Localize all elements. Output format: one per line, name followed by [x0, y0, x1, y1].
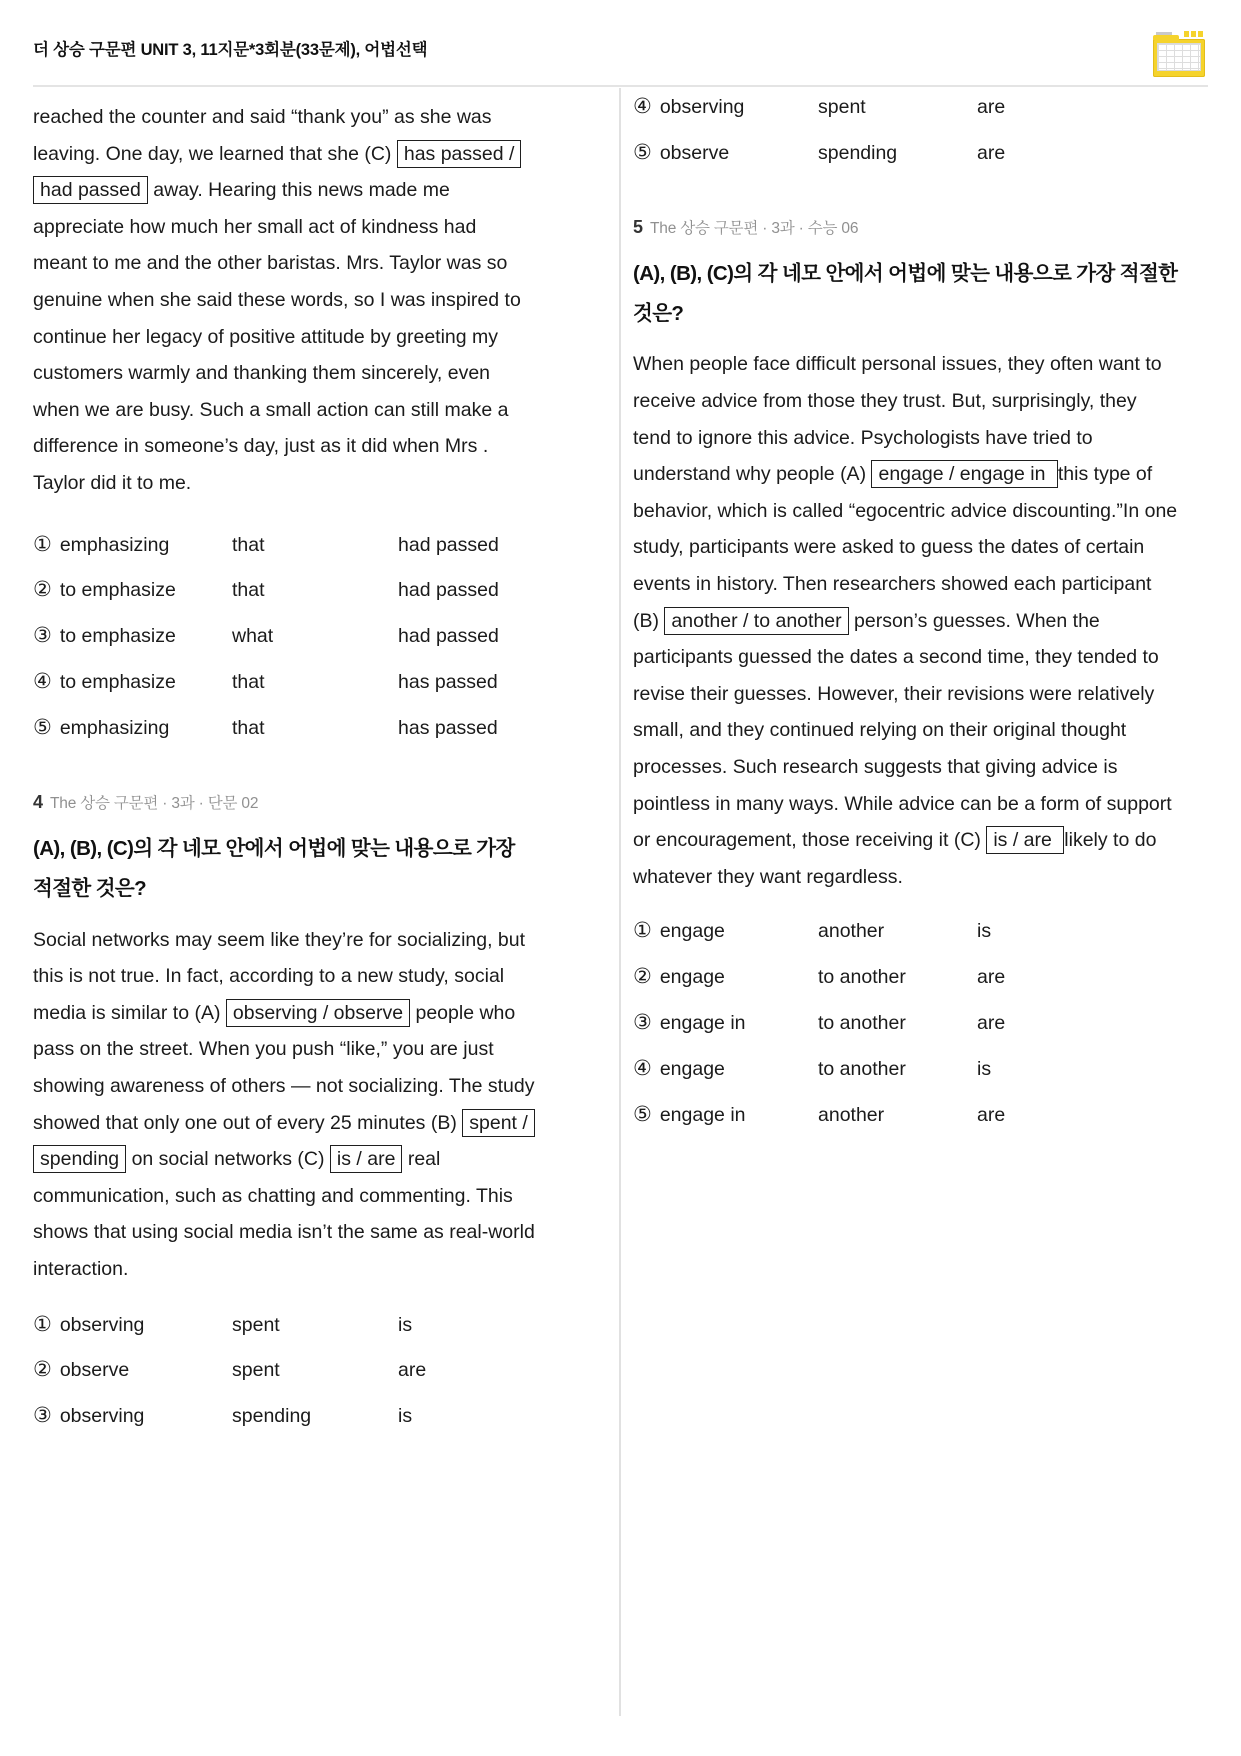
question-5-options — [633, 921, 1178, 1125]
option-cell-a — [33, 1406, 232, 1427]
option-text-b: to another — [818, 1012, 906, 1035]
question-3-passage: reached the counter and said “thank you” as she was leaving. One day, we learned that she (C) has passed / had passed away. Hearing this news made me appreciate how much her small act of kindness had meant to me and the other baristas. Mrs. Taylor was so genuine when she said these words, so I was inspired to continue her legacy of positive attitude by greeting my customers warmly and thanking them sincerely, even when we are busy. Such a small action can still make a difference in someone’s day, just as it did when Mrs . Taylor did it to me. — [33, 106, 521, 494]
option-number-icon: ① — [33, 1312, 52, 1336]
option-text-b: to another — [818, 966, 906, 989]
question-3-options — [33, 532, 535, 740]
option-text-c: had passed — [398, 625, 499, 648]
option-cell-a — [633, 140, 818, 164]
option-number-icon: ③ — [33, 1404, 52, 1428]
option-row — [33, 718, 535, 739]
question-4-options-4-5 — [633, 97, 1178, 163]
option-text-b: that — [232, 671, 265, 694]
option-cell-a — [633, 967, 818, 988]
option-cell-a — [633, 97, 818, 118]
option-text-a: to emphasize — [59, 625, 176, 648]
option-cell-a — [633, 1102, 818, 1126]
option-row — [33, 580, 535, 601]
option-number-icon: ② — [633, 965, 652, 989]
option-cell-a — [633, 1013, 818, 1034]
option-cell-a — [33, 672, 232, 693]
left-column — [33, 88, 535, 1452]
option-text-a: observe — [59, 1359, 130, 1382]
logo-folder-shape — [1153, 39, 1205, 77]
option-cell-a — [33, 1360, 232, 1381]
header-rule — [33, 85, 1208, 87]
question-4-header — [33, 791, 535, 815]
option-text-b: spent — [232, 1313, 280, 1336]
option-text-b: another — [818, 920, 885, 943]
grammar-choice-box: spent / spending — [33, 1109, 535, 1174]
question-5-source: The 상승 구문편 · 3과 · 수능 06 — [650, 220, 859, 238]
option-row — [633, 1056, 1178, 1080]
option-row — [33, 626, 535, 647]
option-text-a: observing — [659, 96, 745, 118]
option-number-icon: ② — [33, 578, 52, 602]
option-row — [633, 1102, 1178, 1126]
option-row — [33, 532, 535, 556]
option-text-c: are — [977, 96, 1006, 118]
option-text-a: engage — [659, 920, 725, 943]
option-text-b: that — [232, 717, 265, 740]
option-text-b: spending — [232, 1405, 312, 1428]
option-number-icon: ⑤ — [633, 140, 652, 164]
option-number-icon: ④ — [633, 1056, 652, 1080]
option-cell-a — [33, 626, 232, 647]
option-text-c: is — [398, 1405, 413, 1428]
option-cell-a — [33, 532, 232, 556]
option-text-b: spending — [818, 141, 898, 164]
question-4-options-1-3 — [33, 1312, 535, 1428]
option-text-c: is — [977, 1057, 992, 1080]
question-4-source: The 상승 구문편 · 3과 · 단문 02 — [50, 794, 259, 812]
option-row — [33, 1406, 535, 1427]
option-text-b: spent — [818, 96, 866, 118]
logo-sheet-grid — [1157, 43, 1201, 71]
option-row — [633, 921, 1178, 942]
option-cell-a — [33, 718, 232, 739]
document-title: 더 상승 구문편 UNIT 3, 11지문*3회분(33문제), 어법선택 — [33, 41, 428, 59]
option-text-a: engage — [659, 966, 725, 989]
option-text-c: had passed — [398, 533, 499, 556]
option-text-b: that — [232, 579, 265, 602]
option-text-a: to emphasize — [59, 579, 176, 602]
grammar-choice-box: has passed / had passed — [33, 140, 521, 205]
option-text-b: what — [232, 625, 274, 648]
question-4-number: 4 — [33, 791, 44, 812]
option-text-c: had passed — [398, 579, 499, 602]
option-cell-a — [33, 580, 232, 601]
option-text-a: engage in — [659, 1103, 746, 1126]
option-text-b: that — [232, 533, 265, 556]
right-column — [633, 88, 1178, 1151]
question-5-passage: When people face difficult personal issues, they often want to receive advice from those they trust. But, surprisingly, they tend to ignore this advice. Psychologists have tried to understand why people (A) engage / engage in this type of behavior, which is called “egocentric advice discounting.”In one study, participants were asked to guess the dates of certain events in history. Then researchers showed each participant (B) another / to another person’s guesses. When the participants guessed the dates a second time, they tended to revise their guesses. However, their revisions were relatively small, and they continued relying on their original thought processes. Such research suggests that giving advice is pointless in many ways. While advice can be a form of support or encouragement, those receiving it (C) is / are likely to do whatever they want regardless. — [633, 353, 1178, 888]
option-row — [33, 1360, 535, 1381]
option-number-icon: ① — [633, 919, 652, 943]
option-text-c: has passed — [398, 717, 498, 740]
question-5-title: (A), (B), (C)의 각 네모 안에서 어법에 맞는 내용으로 가장 적절한 것은? — [633, 262, 1178, 326]
option-text-b: to another — [818, 1057, 906, 1080]
option-number-icon: ③ — [33, 624, 52, 648]
option-text-a: engage — [659, 1057, 725, 1080]
question-5-header — [633, 216, 1178, 240]
column-divider — [619, 88, 621, 1716]
option-cell-a — [633, 921, 818, 942]
option-text-a: observing — [59, 1405, 145, 1428]
grammar-choice-box: another / to another — [664, 607, 848, 635]
logo-tab-squares — [1184, 31, 1204, 37]
option-number-icon: ⑤ — [33, 716, 52, 740]
option-number-icon: ④ — [633, 95, 652, 118]
option-row — [633, 97, 1178, 118]
option-text-c: are — [977, 966, 1006, 989]
option-row — [633, 967, 1178, 988]
option-text-c: are — [977, 1012, 1006, 1035]
option-text-a: observing — [59, 1313, 145, 1336]
option-text-c: are — [398, 1359, 427, 1382]
option-row — [633, 1013, 1178, 1034]
option-row — [633, 140, 1178, 164]
worksheet-logo-icon — [1150, 29, 1208, 79]
option-text-a: observe — [659, 141, 730, 164]
option-text-a: engage in — [659, 1012, 746, 1035]
option-cell-a — [33, 1312, 232, 1336]
option-cell-a — [633, 1056, 818, 1080]
option-number-icon: ④ — [33, 670, 52, 694]
option-text-c: are — [977, 1103, 1006, 1126]
option-text-c: is — [977, 920, 992, 943]
question-4-passage: Social networks may seem like they’re for socializing, but this is not true. In fact, according to a new study, social media is similar to (A) observing / observe people who pass on the street. When you push “like,” you are just showing awareness of others — not socializing. The study showed that only one out of every 25 minutes (B) spent / spending on social networks (C) is / are real communication, such as chatting and commenting. This shows that using social media isn’t the same as real-world interaction. — [33, 928, 535, 1280]
question-4-title: (A), (B), (C)의 각 네모 안에서 어법에 맞는 내용으로 가장 적절한 것은? — [33, 836, 515, 900]
option-text-c: has passed — [398, 671, 498, 694]
option-text-a: to emphasize — [59, 671, 176, 694]
option-text-c: are — [977, 141, 1006, 164]
option-number-icon: ③ — [633, 1011, 652, 1035]
option-number-icon: ① — [33, 532, 52, 556]
option-text-a: emphasizing — [59, 717, 170, 740]
option-text-c: is — [398, 1313, 413, 1336]
option-text-b: another — [818, 1103, 885, 1126]
option-row — [33, 1312, 535, 1336]
question-5-number: 5 — [633, 217, 644, 238]
grammar-choice-box: engage / engage in — [871, 460, 1057, 488]
grammar-choice-box: is / are — [986, 826, 1064, 854]
option-text-b: spent — [232, 1359, 280, 1382]
grammar-choice-box: observing / observe — [226, 999, 410, 1027]
option-number-icon: ② — [33, 1358, 52, 1382]
option-text-a: emphasizing — [59, 533, 170, 556]
option-row — [33, 672, 535, 693]
option-number-icon: ⑤ — [633, 1102, 652, 1126]
grammar-choice-box: is / are — [330, 1145, 403, 1173]
